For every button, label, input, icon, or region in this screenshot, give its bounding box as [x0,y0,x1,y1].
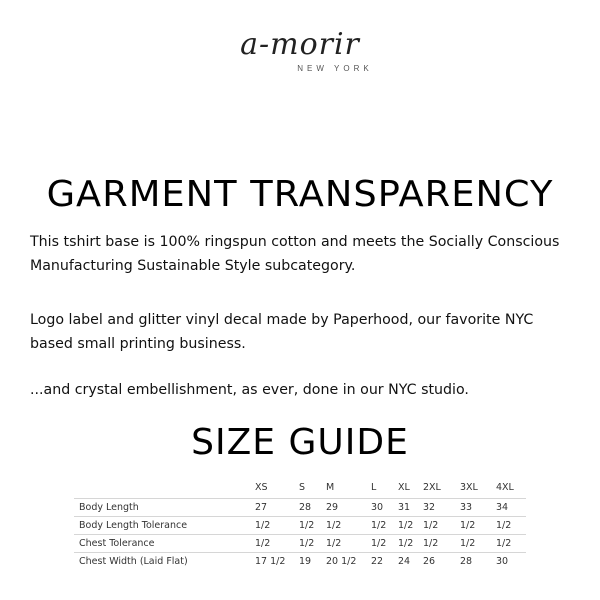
table-cell: 1/2 [255,535,299,553]
size-guide-table [74,480,526,570]
table-cell: 30 [496,553,526,571]
table-cell: 1/2 [460,517,496,535]
table-cell: 20 1/2 [326,553,371,571]
size-guide-heading: SIZE GUIDE [191,422,409,463]
table-cell: 1/2 [326,535,371,553]
size-header: S [299,481,306,493]
table-cell: 1/2 [398,517,423,535]
row-label: Body Length Tolerance [74,517,255,535]
table-cell: 34 [496,499,526,517]
row-label-header [74,480,255,499]
table-cell: 1/2 [371,535,398,553]
brand-logo [0,28,600,73]
size-header: 4XL [496,481,514,493]
table-cell: 27 [255,499,299,517]
table-cell: 1/2 [423,535,460,553]
row-label: Body Length [74,499,255,517]
table-cell: 1/2 [326,517,371,535]
table-cell: 1/2 [255,517,299,535]
garment-transparency-heading: GARMENT TRANSPARENCY [46,174,554,215]
size-header: XS [255,481,268,493]
table-cell: 28 [460,553,496,571]
table-row [74,517,526,535]
logo-wordmark: a-morir [240,27,360,62]
row-label: Chest Width (Laid Flat) [74,553,255,571]
table-cell: 29 [326,499,371,517]
table-cell: 28 [299,499,326,517]
logo-location: NEW YORK [297,64,373,73]
table-cell: 1/2 [496,517,526,535]
table-row [74,499,526,517]
size-header-row [74,480,526,499]
table-cell: 1/2 [460,535,496,553]
table-cell: 1/2 [398,535,423,553]
size-header: L [371,481,377,493]
row-label: Chest Tolerance [74,535,255,553]
embellishment-paragraph: ...and crystal embellishment, as ever, done in our NYC studio. [30,382,469,398]
table-cell: 30 [371,499,398,517]
table-cell: 17 1/2 [255,553,299,571]
table-cell: 32 [423,499,460,517]
cotton-paragraph: This tshirt base is 100% ringspun cotton and meets the Socially Conscious Manufacturing Sustainable Style subcategory. [30,234,560,274]
table-cell: 26 [423,553,460,571]
size-header: 3XL [460,481,478,493]
table-cell: 24 [398,553,423,571]
table-cell: 31 [398,499,423,517]
table-cell: 1/2 [299,517,326,535]
table-cell: 1/2 [496,535,526,553]
size-header: XL [398,481,410,493]
size-header: 2XL [423,481,441,493]
decal-paragraph: Logo label and glitter vinyl decal made by Paperhood, our favorite NYC based small printing business. [30,312,534,352]
size-header: M [326,481,335,493]
table-cell: 22 [371,553,398,571]
table-cell: 1/2 [299,535,326,553]
table-cell: 1/2 [423,517,460,535]
table-cell: 19 [299,553,326,571]
table-cell: 1/2 [371,517,398,535]
table-row [74,553,526,571]
table-row [74,535,526,553]
table-cell: 33 [460,499,496,517]
